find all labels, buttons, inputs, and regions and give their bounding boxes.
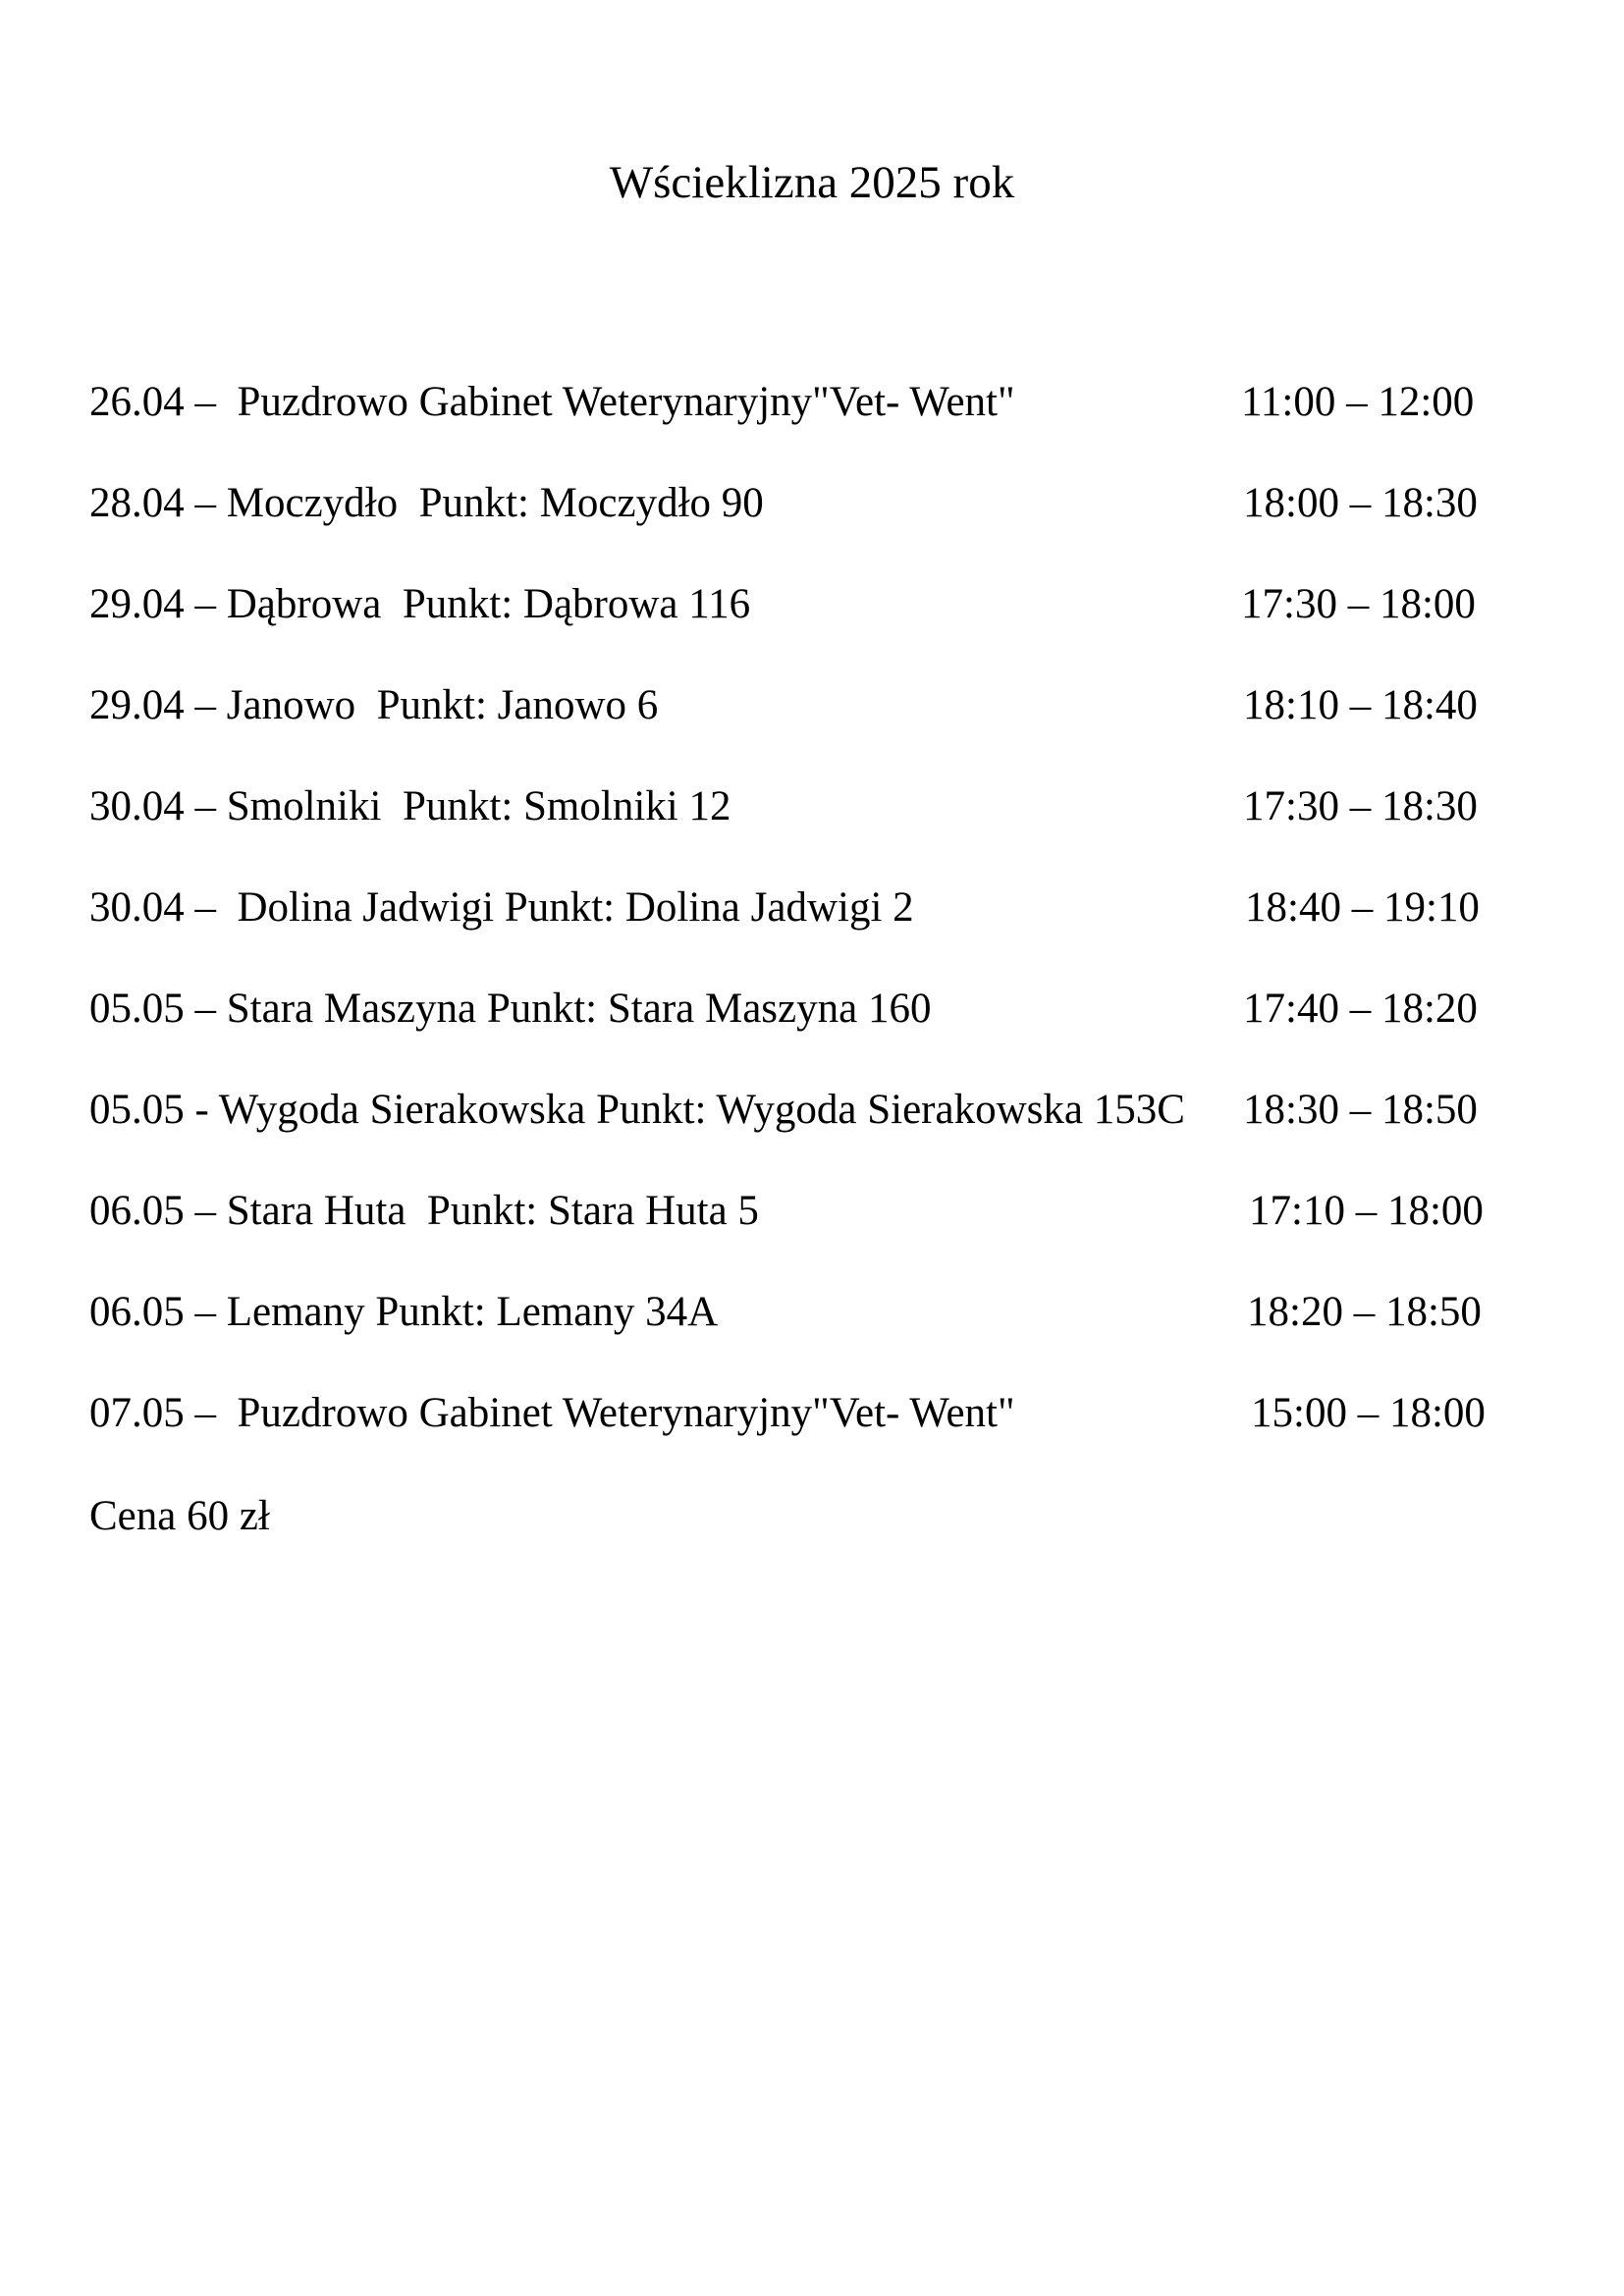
schedule-entry bbox=[0, 1182, 1624, 1241]
schedule-entry-location: 06.05 – Lemany Punkt: Lemany 34A bbox=[89, 1289, 719, 1335]
schedule-entry bbox=[0, 879, 1624, 937]
price-note: Cena 60 zł bbox=[89, 1493, 270, 1539]
schedule-entry-time: 18:30 – 18:50 bbox=[1243, 1087, 1478, 1133]
schedule-entry-time: 17:10 – 18:00 bbox=[1249, 1188, 1484, 1234]
schedule-entry-time: 17:30 – 18:30 bbox=[1243, 783, 1478, 829]
schedule-entry-time: 17:30 – 18:00 bbox=[1241, 581, 1476, 627]
schedule-entry-location: 07.05 – Puzdrowo Gabinet Weterynaryjny"Vet- Went" bbox=[89, 1390, 1015, 1436]
schedule-entry-time: 18:20 – 18:50 bbox=[1247, 1289, 1482, 1335]
schedule-entry-time: 18:40 – 19:10 bbox=[1245, 884, 1480, 931]
schedule-entry bbox=[0, 676, 1624, 735]
schedule-entry-location: 30.04 – Dolina Jadwigi Punkt: Dolina Jadwigi 2 bbox=[89, 884, 914, 931]
schedule-entry bbox=[0, 1081, 1624, 1140]
schedule-entry-location: 05.05 - Wygoda Sierakowska Punkt: Wygoda Sierakowska 153C bbox=[89, 1087, 1185, 1133]
schedule-entry bbox=[0, 373, 1624, 432]
schedule-entry-location: 28.04 – Moczydło Punkt: Moczydło 90 bbox=[89, 480, 764, 526]
schedule-entry bbox=[0, 1384, 1624, 1443]
schedule-entry-location: 05.05 – Stara Maszyna Punkt: Stara Maszyna 160 bbox=[89, 986, 932, 1032]
schedule-entry-location: 26.04 – Puzdrowo Gabinet Weterynaryjny"Vet- Went" bbox=[89, 379, 1015, 425]
schedule-entry-location: 29.04 – Janowo Punkt: Janowo 6 bbox=[89, 682, 659, 728]
schedule-entry bbox=[0, 575, 1624, 634]
schedule-entry bbox=[0, 980, 1624, 1039]
schedule-entry-time: 18:00 – 18:30 bbox=[1243, 480, 1478, 526]
schedule-entry-time: 18:10 – 18:40 bbox=[1243, 682, 1478, 728]
schedule-entry-location: 29.04 – Dąbrowa Punkt: Dąbrowa 116 bbox=[89, 581, 751, 627]
schedule-entry bbox=[0, 1283, 1624, 1342]
schedule-entry-time: 17:40 – 18:20 bbox=[1243, 986, 1478, 1032]
schedule-entry bbox=[0, 474, 1624, 533]
schedule-entry-time: 15:00 – 18:00 bbox=[1251, 1390, 1486, 1436]
schedule-entry-location: 30.04 – Smolniki Punkt: Smolniki 12 bbox=[89, 783, 731, 829]
schedule-entry-time: 11:00 – 12:00 bbox=[1241, 379, 1475, 425]
schedule-entry-location: 06.05 – Stara Huta Punkt: Stara Huta 5 bbox=[89, 1188, 759, 1234]
schedule-entry bbox=[0, 777, 1624, 836]
document-title: Wścieklizna 2025 rok bbox=[609, 157, 1015, 208]
